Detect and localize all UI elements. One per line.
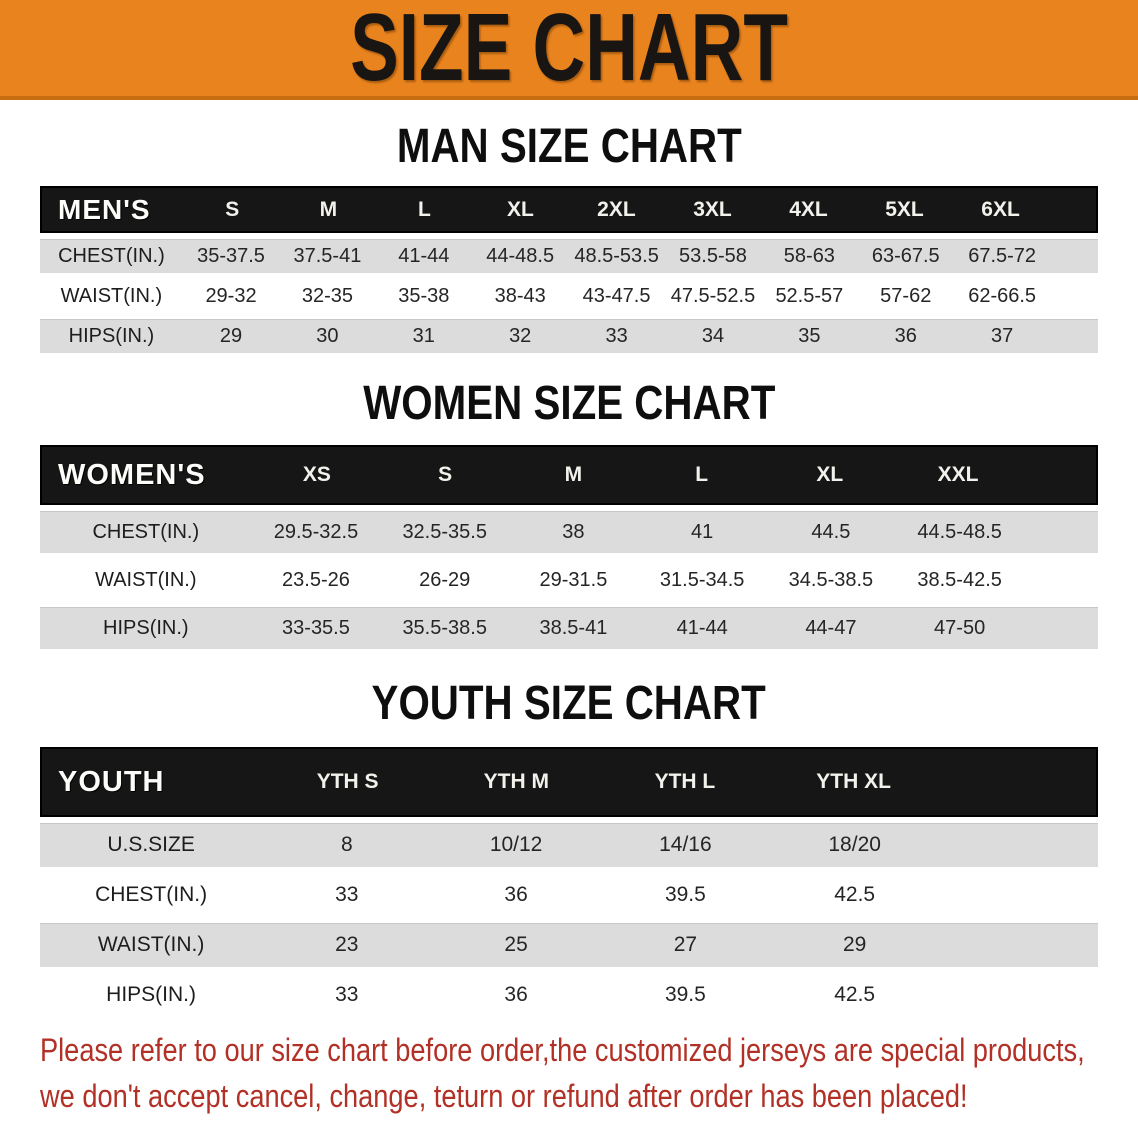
table-cell: 29-31.5 bbox=[539, 568, 608, 591]
header-cell: XS bbox=[302, 463, 331, 486]
women-size-chart-heading bbox=[0, 379, 1138, 429]
table-cell: 32-35 bbox=[301, 284, 353, 307]
header-cell: S bbox=[225, 197, 240, 221]
row-label: WAIST(IN.) bbox=[60, 284, 163, 307]
table-cell: 31 bbox=[412, 324, 435, 347]
table-cell: 53.5-58 bbox=[679, 244, 747, 267]
row-label: WAIST(IN.) bbox=[95, 568, 197, 591]
table-cell: 39.5 bbox=[664, 883, 706, 906]
men-table-title-cell: MEN'S bbox=[58, 193, 151, 225]
table-cell: 32.5-35.5 bbox=[402, 520, 487, 543]
header-cell: M bbox=[319, 197, 338, 221]
header-cell: YTH XL bbox=[816, 770, 891, 793]
table-cell: 37 bbox=[991, 324, 1014, 347]
table-cell: 37.5-41 bbox=[293, 244, 362, 267]
table-cell: 57-62 bbox=[880, 284, 932, 307]
table-cell: 67.5-72 bbox=[968, 244, 1037, 267]
header-cell: YTH L bbox=[654, 770, 716, 793]
women-size-table bbox=[40, 445, 1098, 649]
row-label: HIPS(IN.) bbox=[103, 616, 189, 639]
man-size-chart-heading bbox=[0, 122, 1138, 172]
header-cell: YTH M bbox=[483, 770, 549, 793]
header-cell: XXL bbox=[937, 463, 979, 486]
table-row-hips bbox=[40, 319, 1098, 353]
header-cell: 3XL bbox=[693, 197, 732, 221]
table-cell: 47.5-52.5 bbox=[670, 284, 756, 307]
banner-title: SIZE CHART bbox=[350, 0, 788, 101]
table-cell: 18/20 bbox=[828, 833, 881, 856]
table-cell: 32 bbox=[509, 324, 532, 347]
table-cell: 31.5-34.5 bbox=[659, 568, 745, 591]
table-cell: 23.5-26 bbox=[282, 568, 350, 591]
table-cell: 36 bbox=[894, 324, 917, 347]
table-cell: 26-29 bbox=[419, 568, 471, 591]
men-size-table bbox=[40, 186, 1098, 353]
table-row-waist bbox=[40, 279, 1098, 313]
row-label: U.S.SIZE bbox=[107, 833, 195, 856]
header-cell: 4XL bbox=[789, 197, 828, 221]
table-cell: 38.5-41 bbox=[539, 616, 608, 639]
table-cell: 41-44 bbox=[676, 616, 728, 639]
header-cell: L bbox=[695, 463, 709, 486]
table-cell: 14/16 bbox=[659, 833, 712, 856]
table-row-hips bbox=[40, 973, 1098, 1017]
table-row-hips bbox=[40, 607, 1098, 649]
table-row-waist bbox=[40, 923, 1098, 967]
table-cell: 35 bbox=[798, 324, 821, 347]
table-cell: 44-47 bbox=[805, 616, 857, 639]
women-size-chart-heading-text: WOMEN SIZE CHART bbox=[362, 377, 776, 430]
header-cell: XL bbox=[506, 197, 534, 221]
table-row-chest bbox=[40, 511, 1098, 553]
youth-table-header-row bbox=[40, 747, 1098, 817]
header-cell: 2XL bbox=[597, 197, 636, 221]
man-size-chart-heading-text: MAN SIZE CHART bbox=[396, 120, 742, 173]
order-policy-line-2: we don't accept cancel, change, teturn or refund after order has been placed! bbox=[40, 1078, 968, 1114]
row-label: CHEST(IN.) bbox=[92, 520, 200, 543]
table-cell: 34.5-38.5 bbox=[788, 568, 874, 591]
youth-size-chart-heading bbox=[0, 679, 1138, 729]
table-cell: 35-37.5 bbox=[197, 244, 265, 267]
table-cell: 10/12 bbox=[489, 833, 543, 856]
table-cell: 42.5 bbox=[834, 883, 876, 906]
table-cell: 38-43 bbox=[494, 284, 546, 307]
table-cell: 33 bbox=[335, 883, 359, 906]
table-cell: 58-63 bbox=[783, 244, 835, 267]
table-cell: 48.5-53.5 bbox=[574, 244, 659, 267]
table-cell: 36 bbox=[504, 983, 528, 1006]
table-cell: 62-66.5 bbox=[968, 284, 1037, 307]
women-table-header-row bbox=[40, 445, 1098, 505]
table-cell: 38.5-42.5 bbox=[917, 568, 1002, 591]
table-row-chest bbox=[40, 873, 1098, 917]
table-cell: 33 bbox=[335, 983, 359, 1006]
table-cell: 44.5-48.5 bbox=[917, 520, 1002, 543]
table-cell: 38 bbox=[562, 520, 585, 543]
table-cell: 41 bbox=[691, 520, 714, 543]
table-cell: 43-47.5 bbox=[582, 284, 651, 307]
header-cell: 6XL bbox=[981, 197, 1020, 221]
header-cell: YTH S bbox=[316, 770, 379, 793]
header-cell: M bbox=[564, 463, 583, 486]
header-cell: 5XL bbox=[885, 197, 924, 221]
table-cell: 63-67.5 bbox=[871, 244, 940, 267]
table-cell: 47-50 bbox=[934, 616, 986, 639]
row-label: CHEST(IN.) bbox=[58, 244, 165, 267]
table-cell: 52.5-57 bbox=[775, 284, 844, 307]
youth-size-chart-heading-text: YOUTH SIZE CHART bbox=[371, 677, 767, 730]
table-cell: 36 bbox=[504, 883, 528, 906]
table-cell: 44.5 bbox=[811, 520, 851, 543]
table-row-waist bbox=[40, 559, 1098, 601]
order-policy-line-1: Please refer to our size chart before order,the customized jerseys are special products, bbox=[40, 1032, 1085, 1068]
men-table-header-row bbox=[40, 186, 1098, 233]
row-label: HIPS(IN.) bbox=[68, 324, 155, 347]
header-cell: S bbox=[438, 463, 453, 486]
youth-table-title-cell: YOUTH bbox=[58, 765, 165, 798]
table-cell: 33-35.5 bbox=[282, 616, 350, 639]
row-label: WAIST(IN.) bbox=[97, 933, 205, 956]
order-policy-note bbox=[40, 1027, 1138, 1119]
table-cell: 23 bbox=[335, 933, 359, 956]
table-cell: 27 bbox=[673, 933, 698, 956]
table-cell: 34 bbox=[701, 324, 725, 347]
table-cell: 33 bbox=[605, 324, 628, 347]
header-cell: XL bbox=[816, 463, 844, 486]
size-chart-banner bbox=[0, 0, 1138, 100]
table-cell: 29 bbox=[842, 933, 867, 956]
table-cell: 30 bbox=[316, 324, 339, 347]
table-cell: 42.5 bbox=[834, 983, 876, 1006]
table-cell: 29.5-32.5 bbox=[273, 520, 359, 543]
table-cell: 29-32 bbox=[205, 284, 257, 307]
table-row-us-size bbox=[40, 823, 1098, 867]
table-cell: 35.5-38.5 bbox=[402, 616, 487, 639]
table-cell: 39.5 bbox=[664, 983, 706, 1006]
youth-size-table bbox=[40, 747, 1098, 1017]
row-label: HIPS(IN.) bbox=[106, 983, 196, 1006]
table-cell: 44-48.5 bbox=[486, 244, 555, 267]
row-label: CHEST(IN.) bbox=[95, 883, 208, 906]
table-cell: 35-38 bbox=[398, 284, 450, 307]
table-cell: 41-44 bbox=[398, 244, 450, 267]
table-cell: 29 bbox=[219, 324, 243, 347]
table-row-chest bbox=[40, 239, 1098, 273]
header-cell: L bbox=[417, 197, 431, 221]
women-table-title-cell: WOMEN'S bbox=[58, 458, 206, 491]
table-cell: 8 bbox=[340, 833, 353, 856]
table-cell: 25 bbox=[504, 933, 528, 956]
